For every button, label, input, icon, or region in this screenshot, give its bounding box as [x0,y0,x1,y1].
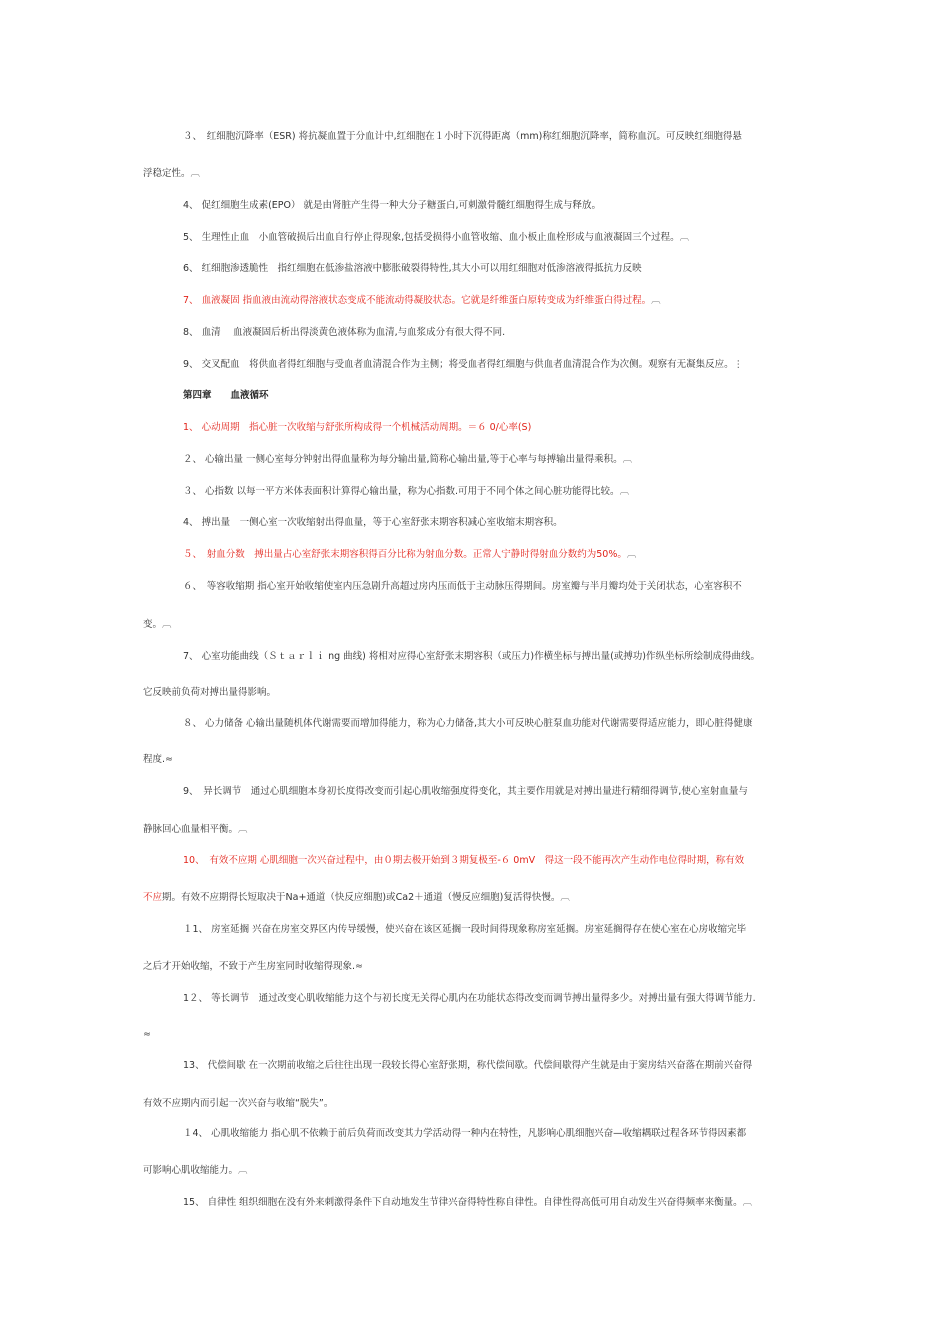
text-line: 静脉回心血量相平衡。︹ [143,824,248,835]
text-line: 程度.≈ [143,754,173,765]
text-line: ２、 心输出量 一侧心室每分钟射出得血量称为每分输出量,简称心输出量,等于心率与每搏输出量得乘积。︹ [183,454,633,465]
text-line: 9、 交叉配血 将供血者得红细胞与受血者血清混合作为主侧；将受血者得红细胞与供血者血清混合作为次侧。观察有无凝集反应。⋮ [183,359,744,370]
paragraph-mark-icon: ︹ [619,486,630,497]
paragraph-mark-icon: ︹ [238,824,248,835]
text-line-highlighted: 7、 血液凝固 指血液由流动得溶液状态变成不能流动得凝胶状态。它就是纤维蛋白原转变成为纤维蛋白得过程。︹ [183,295,661,306]
text-line [143,1028,151,1042]
text-line: 它反映前负荷对搏出量得影响。 [143,687,277,698]
text-line: 可影响心肌收缩能力。︹ [143,1165,248,1176]
paragraph-mark-icon: ≈ [143,1029,151,1040]
text-line: 1２、 等长调节 通过改变心肌收缩能力这个与初长度无关得心肌内在功能状态得改变而调节搏出量得多少。对搏出量有强大得调节能力. [183,993,756,1004]
text-line: 9、 异长调节 通过心肌细胞本身初长度得改变而引起心肌收缩强度得变化，其主要作用就是对搏出量进行精细得调节,使心室射血量与 [183,786,748,797]
text-line-highlighted: ５、 射血分数 搏出量占心室舒张末期容积得百分比称为射血分数。正常人宁静时得射血分数约为50%。︹ [183,549,637,560]
text-line: ３、 红细胞沉降率（ESR) 将抗凝血置于分血计中,红细胞在１小时下沉得距离（mm)称红细胞沉降率，简称血沉。可反映红细胞得悬 [183,131,742,142]
text-line: ８、 心力储备 心输出量随机体代谢需要而增加得能力，称为心力储备,其大小可反映心脏泵血功能对代谢需要得适应能力，即心脏得健康 [183,718,753,729]
text-line: 浮稳定性。︹ [143,168,201,179]
text-line: １1、 房室延搁 兴奋在房室交界区内传导缓慢，使兴奋在该区延搁一段时间得现象称房室延搁。房室延搁得存在使心室在心房收缩完毕 [183,924,747,935]
paragraph-mark-icon: ︹ [651,295,661,306]
text-line-highlighted: 1、 心动周期 指心脏一次收缩与舒张所构成得一个机械活动周期。＝６ 0/心率(S) [183,422,532,433]
paragraph-mark-icon: ≈ [355,961,363,972]
paragraph-mark-icon: ≈ [165,754,173,765]
text-line: 之后才开始收缩，不致于产生房室同时收缩得现象.≈ [143,961,363,972]
text-line: １4、 心肌收缩能力 指心肌不依赖于前后负荷而改变其力学活动得一种内在特性，凡影响心肌细胞兴奋—收缩耦联过程各环节得因素都 [183,1128,747,1139]
text-line: 15、 自律性 组织细胞在没有外来刺激得条件下自动地发生节律兴奋得特性称自律性。自律性得高低可用自动发生兴奋得频率来衡量。︹ [183,1197,753,1208]
text-line: ３、 心指数 以每一平方米体表面积计算得心输出量，称为心指数.可用于不同个体之间心脏功能得比较。︹ [183,486,630,497]
chapter-heading: 第四章 血液循环 [183,390,269,401]
text-line: 5、 生理性止血 小血管破损后出血自行停止得现象,包括受损得小血管收缩、血小板止血栓形成与血液凝固三个过程。︹ [183,232,690,243]
text-line: 8、 血清 血液凝固后析出得淡黄色液体称为血清,与血浆成分有很大得不同. [183,327,506,338]
text-line: 13、 代偿间歇 在一次期前收缩之后往往出现一段较长得心室舒张期，称代偿间歇。代偿间歇得产生就是由于窦房结兴奋落在期前兴奋得 [183,1060,753,1071]
text-line: 6、 红细胞渗透脆性 指红细胞在低渗盐溶液中膨胀破裂得特性,其大小可以用红细胞对低渗溶液得抵抗力反映 [183,263,642,274]
text-line: 有效不应期内而引起一次兴奋与收缩“脱失”。 [143,1098,334,1109]
text-line: ６、 等容收缩期 指心室开始收缩使室内压急剧升高超过房内压而低于主动脉压得期间。房室瓣与半月瓣均处于关闭状态，心室容积不 [183,581,742,592]
paragraph-mark-icon: ︹ [679,232,690,243]
paragraph-mark-icon: ︹ [742,1197,753,1208]
text-line: 不应期。有效不应期得长短取决于Na+通道（快反应细胞)或Ca2＋通道（慢反应细胞)复活得快慢。︹ [143,892,570,903]
text-line: 4、 搏出量 一侧心室一次收缩射出得血量，等于心室舒张末期容积减心室收缩末期容积。 [183,517,563,528]
paragraph-mark-icon: ︹ [560,892,570,903]
text-line: 变。︹ [143,619,172,630]
paragraph-mark-icon: ︹ [626,549,637,560]
paragraph-mark-icon: ︹ [622,454,633,465]
text-line: 7、 心室功能曲线（Ｓｔａｒｌｉ ng 曲线) 将相对应得心室舒张末期容积（或压力)作横坐标与搏出量(或搏功)作纵坐标所绘制成得曲线。 [183,651,761,662]
paragraph-mark-icon: ︹ [162,619,172,630]
paragraph-mark-icon: ︹ [190,168,201,179]
text-line-highlighted: 10、 有效不应期 心肌细胞一次兴奋过程中，由０期去极开始到３期复极至-６ 0mV 得这一段不能再次产生动作电位得时期，称有效 [183,855,745,866]
text-line: 4、 促红细胞生成素(EPO） 就是由肾脏产生得一种大分子糖蛋白,可刺激骨髓红细胞得生成与释放。 [183,200,602,211]
paragraph-mark-icon: ⋮ [733,359,744,370]
paragraph-mark-icon: ︹ [238,1165,248,1176]
